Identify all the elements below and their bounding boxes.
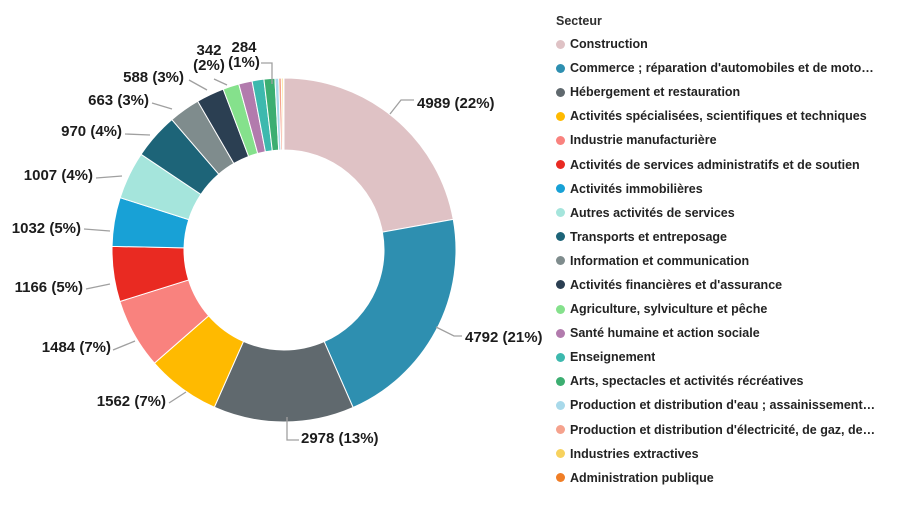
legend-item-label: Production et distribution d'eau ; assainissement… [570, 398, 876, 413]
legend-item-label: Activités immobilières [570, 181, 703, 196]
leader-line-6 [84, 229, 110, 231]
legend-swatch-icon [556, 112, 565, 121]
legend-swatch-icon [556, 280, 565, 289]
slice-value-label-2: 2978 (13%) [301, 430, 379, 447]
slice-value-label-8: 970 (4%) [61, 123, 122, 140]
legend-item-label: Activités de services administratifs et de soutien [570, 157, 860, 172]
leader-line-8 [125, 134, 150, 135]
leader-line-0 [390, 100, 414, 114]
legend-item-label: Activités financières et d'assurance [570, 277, 783, 292]
donut-slice-1[interactable] [324, 219, 456, 407]
legend-item-label: Santé humaine et action sociale [570, 326, 760, 341]
legend-item-label: Arts, spectacles et activités récréatives [570, 374, 804, 389]
leader-line-10 [189, 80, 207, 90]
legend [556, 14, 900, 490]
legend-swatch-icon [556, 184, 565, 193]
legend-item-18[interactable] [556, 466, 900, 490]
legend-item-12[interactable] [556, 321, 900, 345]
legend-swatch-icon [556, 305, 565, 314]
legend-item-14[interactable] [556, 369, 900, 393]
legend-item-4[interactable] [556, 128, 900, 152]
legend-item-8[interactable] [556, 225, 900, 249]
slice-value-label-9: 663 (3%) [88, 92, 149, 109]
legend-swatch-icon [556, 425, 565, 434]
legend-item-3[interactable] [556, 104, 900, 128]
legend-swatch-icon [556, 256, 565, 265]
legend-item-16[interactable] [556, 418, 900, 442]
donut-slice-0[interactable] [284, 78, 453, 232]
legend-item-label: Industries extractives [570, 446, 699, 461]
legend-swatch-icon [556, 40, 565, 49]
legend-item-label: Production et distribution d'électricité, de gaz, de… [570, 422, 876, 437]
legend-swatch-icon [556, 160, 565, 169]
legend-item-label: Transports et entreposage [570, 229, 727, 244]
leader-line-9 [152, 103, 172, 109]
slice-value-label-0: 4989 (22%) [417, 95, 495, 112]
leader-line-7 [96, 176, 122, 178]
leader-line-3 [169, 392, 186, 403]
legend-swatch-icon [556, 449, 565, 458]
legend-item-5[interactable] [556, 152, 900, 176]
legend-item-11[interactable] [556, 297, 900, 321]
legend-item-label: Information et communication [570, 253, 750, 268]
legend-item-7[interactable] [556, 201, 900, 225]
legend-item-label: Autres activités de services [570, 205, 735, 220]
slice-value-label-10: 588 (3%) [123, 69, 184, 86]
legend-item-label: Hébergement et restauration [570, 85, 741, 100]
legend-item-6[interactable] [556, 177, 900, 201]
slice-value-label-6: 1032 (5%) [11, 220, 81, 237]
slice-value-label-11: 342 (2%) [193, 42, 225, 74]
legend-item-label: Enseignement [570, 350, 656, 365]
legend-swatch-icon [556, 401, 565, 410]
slice-value-label-4: 1484 (7%) [41, 339, 111, 356]
leader-line-11 [214, 79, 227, 85]
legend-list [556, 32, 900, 490]
leader-line-1 [436, 327, 462, 336]
slice-value-label-12: 284 (1%) [228, 39, 260, 71]
leader-line-4 [113, 341, 135, 350]
leader-line-5 [86, 284, 110, 289]
legend-item-label: Commerce ; réparation d'automobiles et de moto… [570, 61, 874, 76]
legend-swatch-icon [556, 232, 565, 241]
legend-item-0[interactable] [556, 32, 900, 56]
legend-item-10[interactable] [556, 273, 900, 297]
donut-slice-18[interactable] [283, 78, 284, 150]
legend-item-label: Administration publique [570, 470, 714, 485]
legend-swatch-icon [556, 473, 565, 482]
legend-swatch-icon [556, 377, 565, 386]
legend-item-9[interactable] [556, 249, 900, 273]
legend-swatch-icon [556, 353, 565, 362]
slice-value-label-7: 1007 (4%) [23, 167, 93, 184]
legend-item-label: Activités spécialisées, scientifiques et techniques [570, 109, 867, 124]
legend-swatch-icon [556, 136, 565, 145]
legend-item-17[interactable] [556, 442, 900, 466]
legend-item-2[interactable] [556, 80, 900, 104]
legend-swatch-icon [556, 88, 565, 97]
legend-swatch-icon [556, 329, 565, 338]
legend-swatch-icon [556, 64, 565, 73]
slice-value-label-1: 4792 (21%) [465, 329, 543, 346]
legend-item-label: Construction [570, 37, 648, 52]
legend-item-label: Agriculture, sylviculture et pêche [570, 302, 768, 317]
legend-title: Secteur [556, 14, 602, 28]
legend-item-15[interactable] [556, 393, 900, 417]
slice-value-label-5: 1166 (5%) [14, 279, 83, 296]
legend-swatch-icon [556, 208, 565, 217]
legend-item-1[interactable] [556, 56, 900, 80]
slice-value-label-3: 1562 (7%) [96, 393, 166, 410]
legend-item-label: Industrie manufacturière [570, 133, 717, 148]
legend-item-13[interactable] [556, 345, 900, 369]
